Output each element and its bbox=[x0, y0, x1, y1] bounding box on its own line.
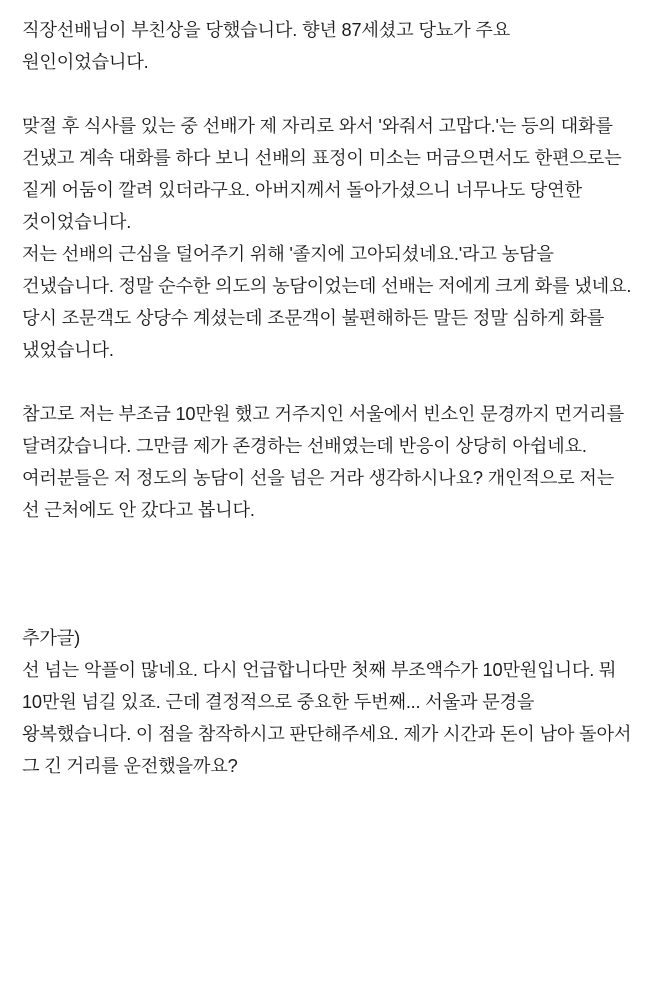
paragraph-addendum-body: 선 넘는 악플이 많네요. 다시 언급합니다만 첫째 부조액수가 10만원입니다. 뭐 10만원 넘길 있죠. 근데 결정적으로 중요한 두번째... 서울과 문경을 왕복했습니다. 이 점을 참작하시고 판단해주세요. 제가 시간과 돈이 남아 돌아서 그 긴 거리를 운전했을까요? bbox=[22, 660, 637, 776]
paragraph-spacer bbox=[22, 366, 636, 398]
paragraph-conversation: 맞절 후 식사를 있는 중 선배가 제 자리로 와서 '와줘서 고맙다.'는 등의 대화를 건냈고 계속 대화를 하다 보니 선배의 표정이 미소는 머금으면서도 한편으로는 짙게 어둠이 깔려 있더라구요. 아버지께서 돌아가셨으니 너무나도 당연한 것이었습니다. bbox=[22, 116, 627, 232]
paragraph-spacer bbox=[22, 78, 636, 110]
paragraph-condolence-money: 참고로 저는 부조금 10만원 했고 거주지인 서울에서 빈소인 문경까지 먼거리를 달려갔습니다. 그만큼 제가 존경하는 선배였는데 반응이 상당히 아쉽네요. 여러분들은 저 정도의 농담이 선을 넘은 거라 생각하시나요? 개인적으로 저는 선 근처에도 안 갔다고 봅니다. bbox=[22, 404, 629, 520]
paragraph-addendum-heading: 추가글) bbox=[22, 628, 80, 648]
paragraph-joke: 저는 선배의 근심을 덜어주기 위해 '졸지에 고아되셨네요.'라고 농담을 건냈습니다. 정말 순수한 의도의 농담이었는데 선배는 저에게 크게 화를 냈네요. 당시 조문객도 상당수 계셨는데 조문객이 불편해하든 말든 정말 심하게 화를 냈었습니다. bbox=[22, 244, 637, 360]
paragraph-intro: 직장선배님이 부친상을 당했습니다. 향년 87세셨고 당뇨가 주요 원인이었습니다. bbox=[22, 20, 515, 72]
paragraph-spacer bbox=[22, 526, 636, 622]
